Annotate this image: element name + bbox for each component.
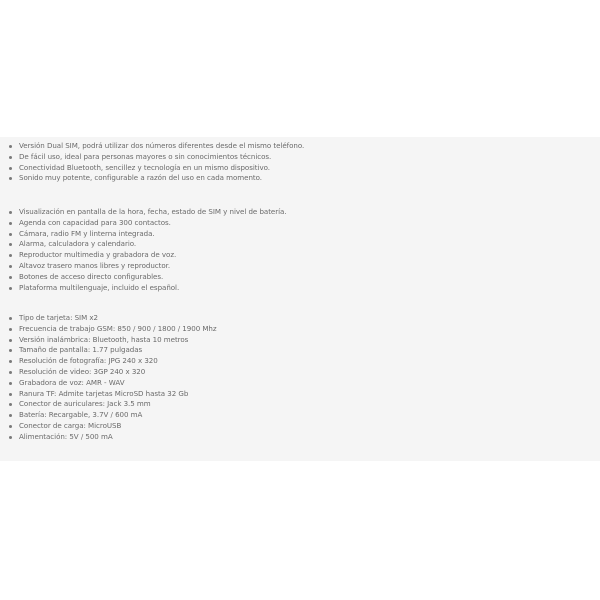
list-item: Alarma, calculadora y calendario. [19, 239, 287, 250]
list-item: Batería: Recargable, 3.7V / 600 mA [19, 410, 217, 421]
list-item: Tipo de tarjeta: SIM x2 [19, 313, 217, 324]
list-item: Alimentación: 5V / 500 mA [19, 432, 217, 443]
list-item: Versión Dual SIM, podrá utilizar dos números diferentes desde el mismo teléfono. [19, 141, 305, 150]
list-item: Sonido muy potente, configurable a razón del uso en cada momento. [19, 173, 304, 184]
list-item: De fácil uso, ideal para personas mayores o sin conocimientos técnicos. [19, 152, 304, 163]
list-item: Conectividad Bluetooth, sencillez y tecnología en un mismo dispositivo. [19, 163, 304, 174]
list-item: Botones de acceso directo configurables. [19, 272, 287, 283]
list-item: Versión inalámbrica: Bluetooth, hasta 10 metros [19, 335, 217, 346]
list-item: Conector de carga: MicroUSB [19, 421, 217, 432]
list-item: Altavoz trasero manos libres y reproductor. [19, 261, 287, 272]
list-item: Resolución de fotografía: JPG 240 x 320 [19, 356, 217, 367]
list-item: Agenda con capacidad para 300 contactos. [19, 218, 287, 229]
list-item: Visualización en pantalla de la hora, fecha, estado de SIM y nivel de batería. [19, 207, 287, 216]
features-list [0, 141, 304, 184]
list-item: Plataforma multilenguaje, incluido el español. [19, 283, 287, 294]
list-item: Reproductor multimedia y grabadora de voz. [19, 250, 287, 261]
list-item: Cámara, radio FM y linterna integrada. [19, 229, 287, 240]
list-item: Grabadora de voz: AMR - WAV [19, 378, 217, 389]
product-description-panel [0, 137, 600, 461]
list-item: Ranura TF: Admite tarjetas MicroSD hasta 32 Gb [19, 389, 217, 400]
list-item: Resolución de video: 3GP 240 x 320 [19, 367, 217, 378]
functions-list [0, 207, 287, 293]
list-item: Tamaño de pantalla: 1.77 pulgadas [19, 345, 217, 356]
list-item: Conector de auriculares: Jack 3.5 mm [19, 399, 217, 410]
list-item: Frecuencia de trabajo GSM: 850 / 900 / 1800 / 1900 Mhz [19, 323, 217, 333]
specifications-list [0, 313, 217, 443]
